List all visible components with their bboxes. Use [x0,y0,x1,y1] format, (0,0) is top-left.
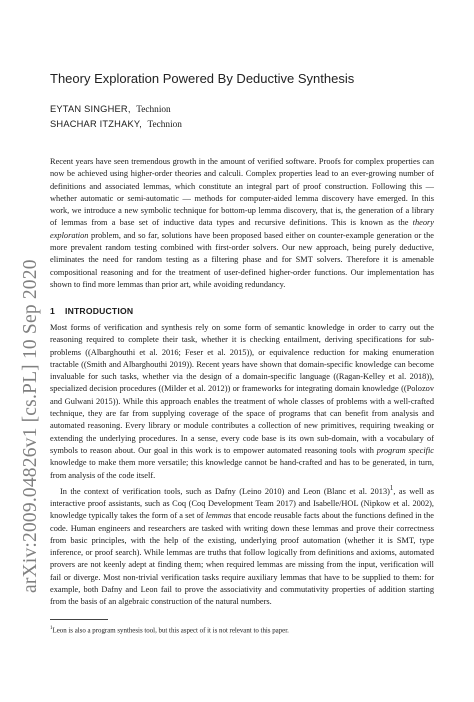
paper-title: Theory Exploration Powered By Deductive Synthesis [50,71,355,86]
footnote-mark: 1 [50,626,53,631]
paragraph-text: that encode reusable facts about the functions defined in the code. Human engineers and researchers are tasked with writing down these lemmas and prove their correctness from basic principles, with the help of the existing, underlying proof automation (whether it is SMT, type inference, or proof search). While lemmas are truths that follow logically from definitions and axioms, automated provers are not keenly adept at finding them; when required lemmas are missing from the input, verification will fail or diverge. Most non-trivial verification tasks require auxiliary lemmas that have to be supplied to them: for example, both Dafny and Leon fail to prove the associativity and commutativity properties of addition starting from the basis of an algebraic construction of the natural numbers. [50,511,434,607]
author-1 [50,102,182,117]
paragraph [50,482,434,609]
paragraph-emphasis: lemmas [205,511,232,521]
section-body [50,322,434,609]
author-list [50,102,182,132]
paragraph-text: In the context of verification tools, such as Dafny (Leino 2010) and Leon (Blanc et al. 2013) [60,486,390,496]
author-affiliation: Technion [147,120,182,130]
abstract [50,156,434,291]
section-number: 1 [50,306,55,316]
author-name: EYTAN SINGHER, [50,104,131,114]
author-affiliation: Technion [136,105,171,115]
paragraph [50,322,434,482]
arxiv-identifier: arXiv:2009.04826v1 [cs.PL] 10 Sep 2020 [20,259,41,593]
paragraph-text: Most forms of verification and synthesis rely on some form of semantic knowledge in order to carry out the reasoning required to complete their task, whether it is checking entailment, deriving specifications for sub-problems ((Albarghouthi et al. 2016; Feser et al. 2015)), or equivalence reduction for making enumeration tractable ((Smith and Albarghouthi 2019)). Recent years have shown that domain-specific knowledge can become invaluable for such tasks, whether via the design of a domain-specific language ((Ragan-Kelley et al. 2018)), specialized decision procedures ((Milder et al. 2012)) or frameworks for integrating domain knowledge ((Polozov and Gulwani 2015)). While this approach enables the treatment of whole classes of problems with a well-crafted technique, they are far from supplying coverage of the space of programs that can benefit from analysis and automated reasoning. Every library or module contributes a collection of new primitives, requiring tweaking or extending the underlying procedures. In a sense, every code base is its own sub-domain, with a vocabulary of symbols to reason about. Our goal in this work is to empower automated reasoning tools with [50,323,434,455]
paragraph-text: knowledge to make them more versatile; this knowledge cannot be hand-crafted and has to be generated, in turn, from analysis of the code itself. [50,458,434,480]
footnote-divider [50,619,108,620]
abstract-text: problem, and so far, solutions have been proposed based either on counter-example generation or the more prevalent random testing combined with first-order solvers. Our new approach, being purely deductive, eliminates the need for random testing as a filtering phase and for SMT solvers. Therefore it is amenable compositional reasoning and for the treatment of user-defined higher-order functions. Our implementation has shown to find more lemmas than prior art, while avoiding redundancy. [50,230,434,289]
footnote-text: Leon is also a program synthesis tool, but this aspect of it is not relevant to this paper. [52,627,289,635]
paragraph-emphasis: program specific [376,445,435,455]
author-name: SHACHAR ITZHAKY, [50,119,142,129]
abstract-text: Recent years have seen tremendous growth in the amount of verified software. Proofs for complex properties can now be achieved using higher-order theories and calculi. Complex properties lead to an ever-growing number of definitions and associated lemmas, which constitute an integral part of proof construction. Following this — whether automatic or semi-automatic — methods for computer-aided lemma discovery have emerged. In this work, we introduce a new symbolic technique for bottom-up lemma discovery, that is, the generation of a library of lemmas from a base set of inductive data types and recursive definitions. This is known as the [50,157,434,228]
footnote-marker: 1 [389,483,394,492]
section-title: INTRODUCTION [64,306,134,316]
paragraph-text: , as well as interactive proof assistants, such as Coq (Coq Development Team 2017) and Isabelle/HOL (Nipkow et al. 2002), knowledge typically takes the form of a set of [50,486,434,521]
section-heading [50,306,133,316]
abstract-emphasis: theory exploration [50,218,434,240]
footnote [50,624,434,635]
author-2 [50,117,182,132]
